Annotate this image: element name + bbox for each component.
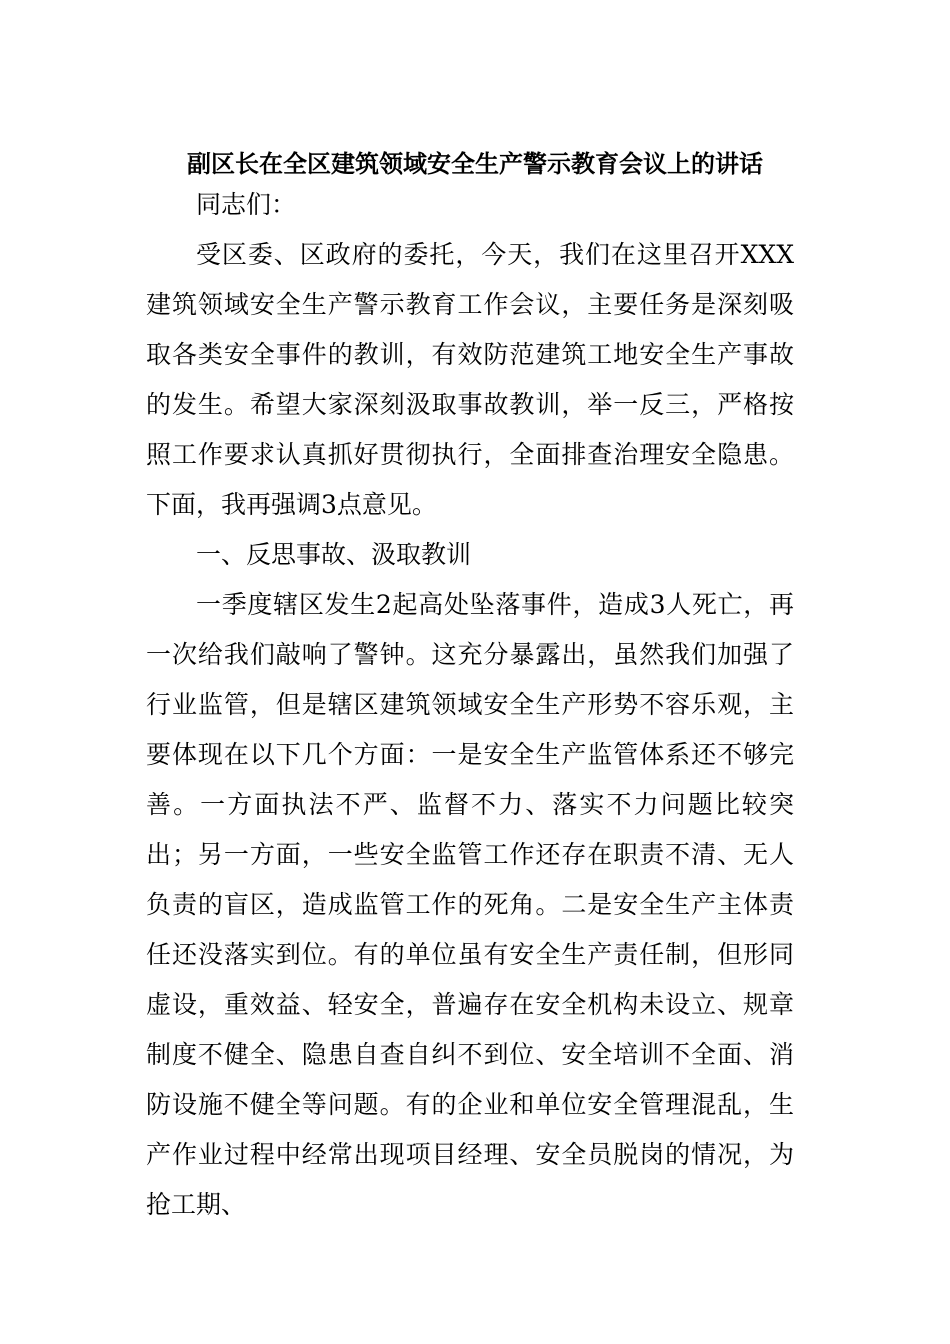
- document-body: [146, 180, 794, 1230]
- section-heading: 一、反思事故、汲取教训: [196, 540, 472, 569]
- document-title: 副区长在全区建筑领域安全生产警示教育会议上的讲话: [187, 149, 763, 178]
- intro-paragraph: 受区委、区政府的委托，今天，我们在这里召开XXX建筑领域安全生产警示教育工作会议，主要任务是深刻吸取各类安全事件的教训，有效防范建筑工地安全生产事故的发生。希望大家深刻汲取事故教训，举一反三，严格按照工作要求认真抓好贯彻执行，全面排查治理安全隐患。下面，我再强调3点意见。: [146, 240, 794, 519]
- salutation-paragraph: 同志们：: [196, 190, 297, 219]
- section-paragraph: 一季度辖区发生2起高处坠落事件，造成3人死亡，再一次给我们敲响了警钟。这充分暴露出，虽然我们加强了行业监管，但是辖区建筑领域安全生产形势不容乐观，主要体现在以下几个方面：一是安全生产监管体系还不够完善。一方面执法不严、监督不力、落实不力问题比较突出；另一方面，一些安全监管工作还存在职责不清、无人负责的盲区，造成监管工作的死角。二是安全生产主体责任还没落实到位。有的单位虽有安全生产责任制，但形同虚设，重效益、轻安全，普遍存在安全机构未设立、规章制度不健全、隐患自查自纠不到位、安全培训不全面、消防设施不健全等问题。有的企业和单位安全管理混乱，生产作业过程中经常出现项目经理、安全员脱岗的情况，为抢工期、: [146, 590, 794, 1219]
